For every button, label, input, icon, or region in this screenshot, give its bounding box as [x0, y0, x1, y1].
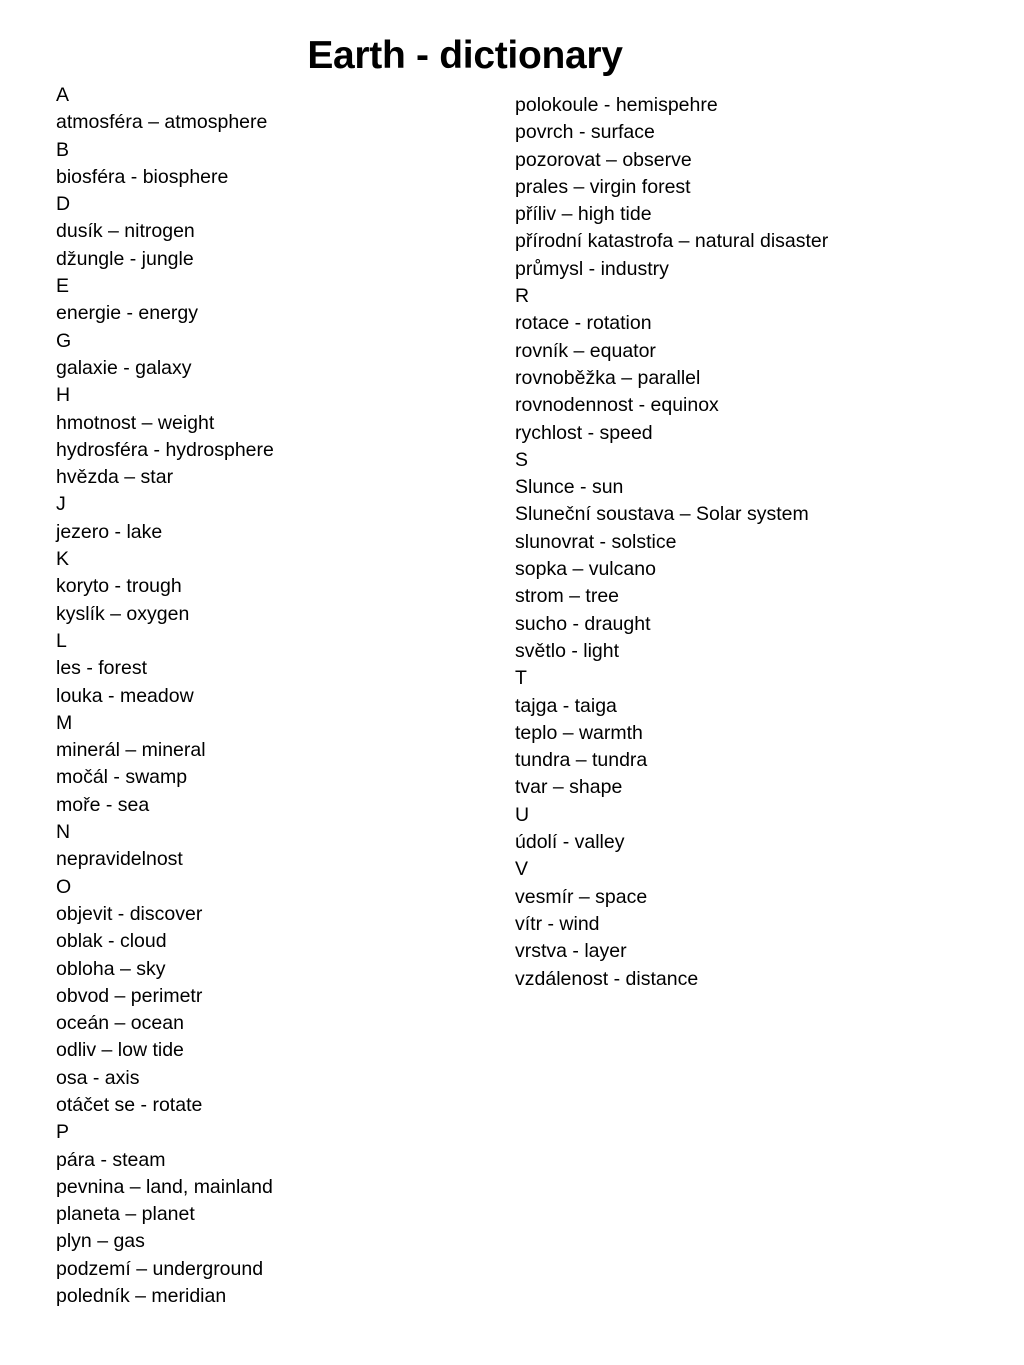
word-entry: průmysl - industry	[515, 257, 669, 280]
word-entry: poledník – meridian	[56, 1285, 227, 1308]
letter-heading: P	[56, 1121, 70, 1144]
word-entry: hmotnost – weight	[56, 411, 215, 434]
word-entry: objevit - discover	[56, 902, 203, 925]
letter-heading: B	[56, 138, 70, 161]
word-entry: slunovrat - solstice	[515, 530, 677, 553]
word-entry: Slunce - sun	[515, 476, 624, 499]
letter-heading: U	[515, 803, 530, 826]
word-entry: oceán – ocean	[56, 1012, 184, 1035]
word-entry: sopka – vulcano	[515, 558, 656, 581]
letter-heading: R	[515, 285, 530, 308]
word-entry: dusík – nitrogen	[56, 220, 195, 243]
left-word-column	[56, 82, 476, 1310]
word-entry: pevnina – land, mainland	[56, 1175, 273, 1198]
letter-heading: S	[515, 448, 529, 471]
right-word-column	[515, 92, 995, 993]
word-entry: teplo – warmth	[515, 721, 643, 744]
word-entry: hydrosféra - hydrosphere	[56, 438, 274, 461]
word-entry: polokoule - hemispehre	[515, 94, 718, 116]
word-entry: moře - sea	[56, 793, 150, 816]
word-entry: planeta – planet	[56, 1203, 195, 1226]
word-entry: Sluneční soustava – Solar system	[515, 503, 809, 526]
letter-heading: L	[56, 629, 67, 652]
word-entry: vesmír – space	[515, 885, 648, 908]
letter-heading: J	[56, 493, 66, 516]
page-title: Earth - dictionary	[307, 34, 623, 77]
word-entry: tvar – shape	[515, 776, 623, 799]
word-entry: jezero - lake	[56, 520, 163, 543]
word-entry: otáčet se - rotate	[56, 1093, 203, 1116]
word-entry: rovnodennost - equinox	[515, 394, 719, 417]
word-entry: kyslík – oxygen	[56, 602, 190, 625]
word-entry: džungle - jungle	[56, 247, 194, 270]
word-entry: koryto - trough	[56, 575, 182, 598]
word-entry: energie - energy	[56, 302, 199, 325]
word-entry: hvězda – star	[56, 466, 174, 489]
word-entry: obloha – sky	[56, 957, 166, 980]
word-entry: osa - axis	[56, 1066, 140, 1089]
word-entry: přírodní katastrofa – natural disaster	[515, 230, 829, 253]
word-entry: obvod – perimetr	[56, 984, 203, 1007]
word-entry: světlo - light	[515, 639, 620, 662]
letter-heading: N	[56, 821, 71, 844]
word-entry: nepravidelnost	[56, 848, 183, 871]
word-entry: pozorovat – observe	[515, 148, 692, 171]
word-entry: les - forest	[56, 657, 148, 680]
letter-heading: M	[56, 711, 73, 734]
word-entry: oblak - cloud	[56, 930, 167, 953]
word-entry: tundra – tundra	[515, 749, 648, 772]
word-entry: minerál – mineral	[56, 739, 206, 762]
word-entry: biosféra - biosphere	[56, 165, 229, 188]
letter-heading: G	[56, 329, 72, 352]
word-entry: údolí - valley	[515, 831, 625, 854]
word-entry: rychlost - speed	[515, 421, 653, 444]
word-entry: atmosféra – atmosphere	[56, 111, 268, 134]
word-entry: vítr - wind	[515, 912, 600, 935]
word-entry: odliv – low tide	[56, 1039, 184, 1062]
word-entry: povrch - surface	[515, 121, 655, 144]
letter-heading: D	[56, 193, 71, 216]
letter-heading: O	[56, 875, 72, 898]
word-entry: vrstva - layer	[515, 940, 627, 963]
word-entry: příliv – high tide	[515, 203, 652, 226]
word-entry: plyn – gas	[56, 1230, 145, 1253]
word-entry: sucho - draught	[515, 612, 651, 635]
word-entry: rotace - rotation	[515, 312, 652, 335]
word-entry: prales – virgin forest	[515, 175, 691, 198]
word-entry: galaxie - galaxy	[56, 356, 192, 379]
word-entry: vzdálenost - distance	[515, 967, 699, 990]
word-entry: louka - meadow	[56, 684, 194, 707]
letter-heading: V	[515, 858, 529, 881]
word-entry: pára - steam	[56, 1148, 166, 1171]
letter-heading: K	[56, 548, 70, 571]
word-entry: rovník – equator	[515, 339, 656, 362]
word-entry: močál - swamp	[56, 766, 188, 789]
letter-heading: H	[56, 384, 71, 407]
letter-heading: E	[56, 275, 70, 298]
letter-heading: T	[515, 667, 527, 690]
letter-heading: A	[56, 84, 70, 106]
word-entry: strom – tree	[515, 585, 620, 608]
word-entry: tajga - taiga	[515, 694, 617, 717]
word-entry: podzemí – underground	[56, 1257, 264, 1280]
word-entry: rovnoběžka – parallel	[515, 366, 701, 389]
